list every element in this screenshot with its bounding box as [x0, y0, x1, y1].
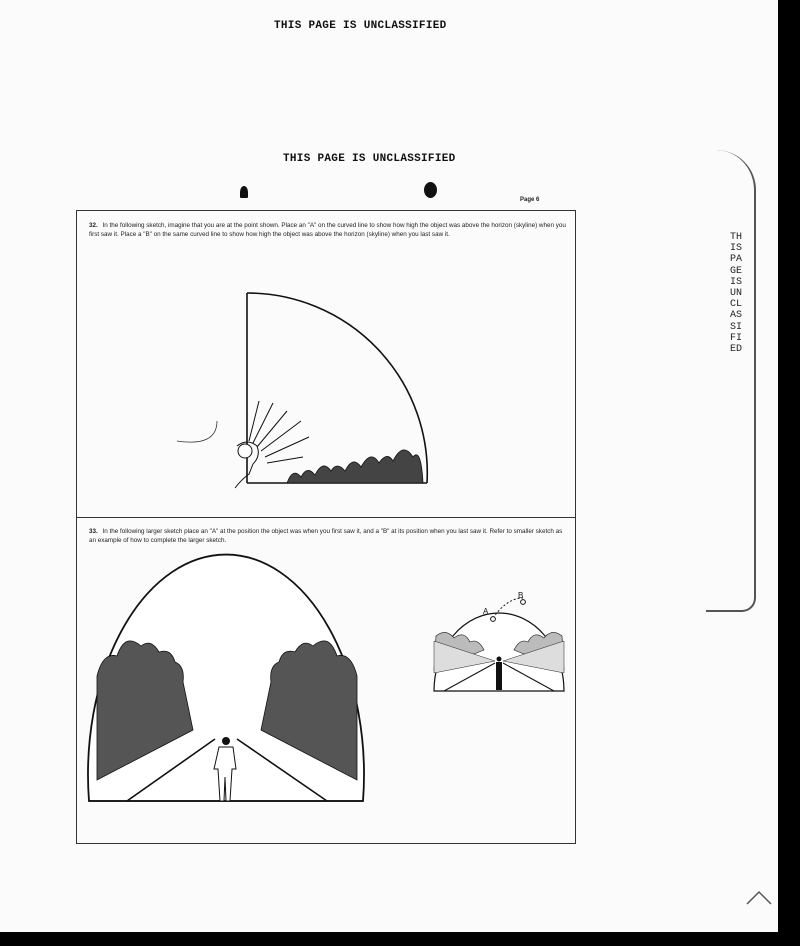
quarter-arc-sketch[interactable]: [177, 293, 427, 488]
side-bracket: [706, 150, 756, 612]
questionnaire-form: [76, 210, 576, 844]
question-text: In the following larger sketch place an "A" at the position the object was when you first saw it, and a "B" at its position when you last saw it. Refer to smaller sketch as an example of how to complete the larger sketch.: [89, 528, 563, 544]
punch-hole-right: [424, 182, 437, 198]
label-b: B: [518, 591, 524, 600]
classification-stamp-vertical: THIS PAGE IS UNCLASSIFIED: [729, 232, 742, 356]
large-dome-sketch[interactable]: [88, 555, 364, 801]
punch-hole-left: [240, 186, 248, 198]
classification-stamp-mid: THIS PAGE IS UNCLASSIFIED: [283, 153, 456, 165]
sketch-layer: [77, 211, 577, 845]
question-text: In the following sketch, imagine that you are at the point shown. Place an "A" on the curved line to show how high the object was above the horizon (skyline) when you first saw it. Place a "B" on the same curved line to show how high the object was above the horizon (skyline) when you last saw it.: [89, 222, 566, 238]
question-number: 33.: [89, 528, 98, 535]
treeline-icon: [287, 450, 423, 483]
label-a: A: [483, 607, 489, 616]
question-number: 32.: [89, 222, 98, 229]
chevron-up-icon: [744, 886, 774, 908]
classification-stamp-top: THIS PAGE IS UNCLASSIFIED: [274, 20, 447, 32]
example-dome-sketch[interactable]: [434, 591, 564, 691]
page-number: Page 6: [520, 197, 540, 203]
